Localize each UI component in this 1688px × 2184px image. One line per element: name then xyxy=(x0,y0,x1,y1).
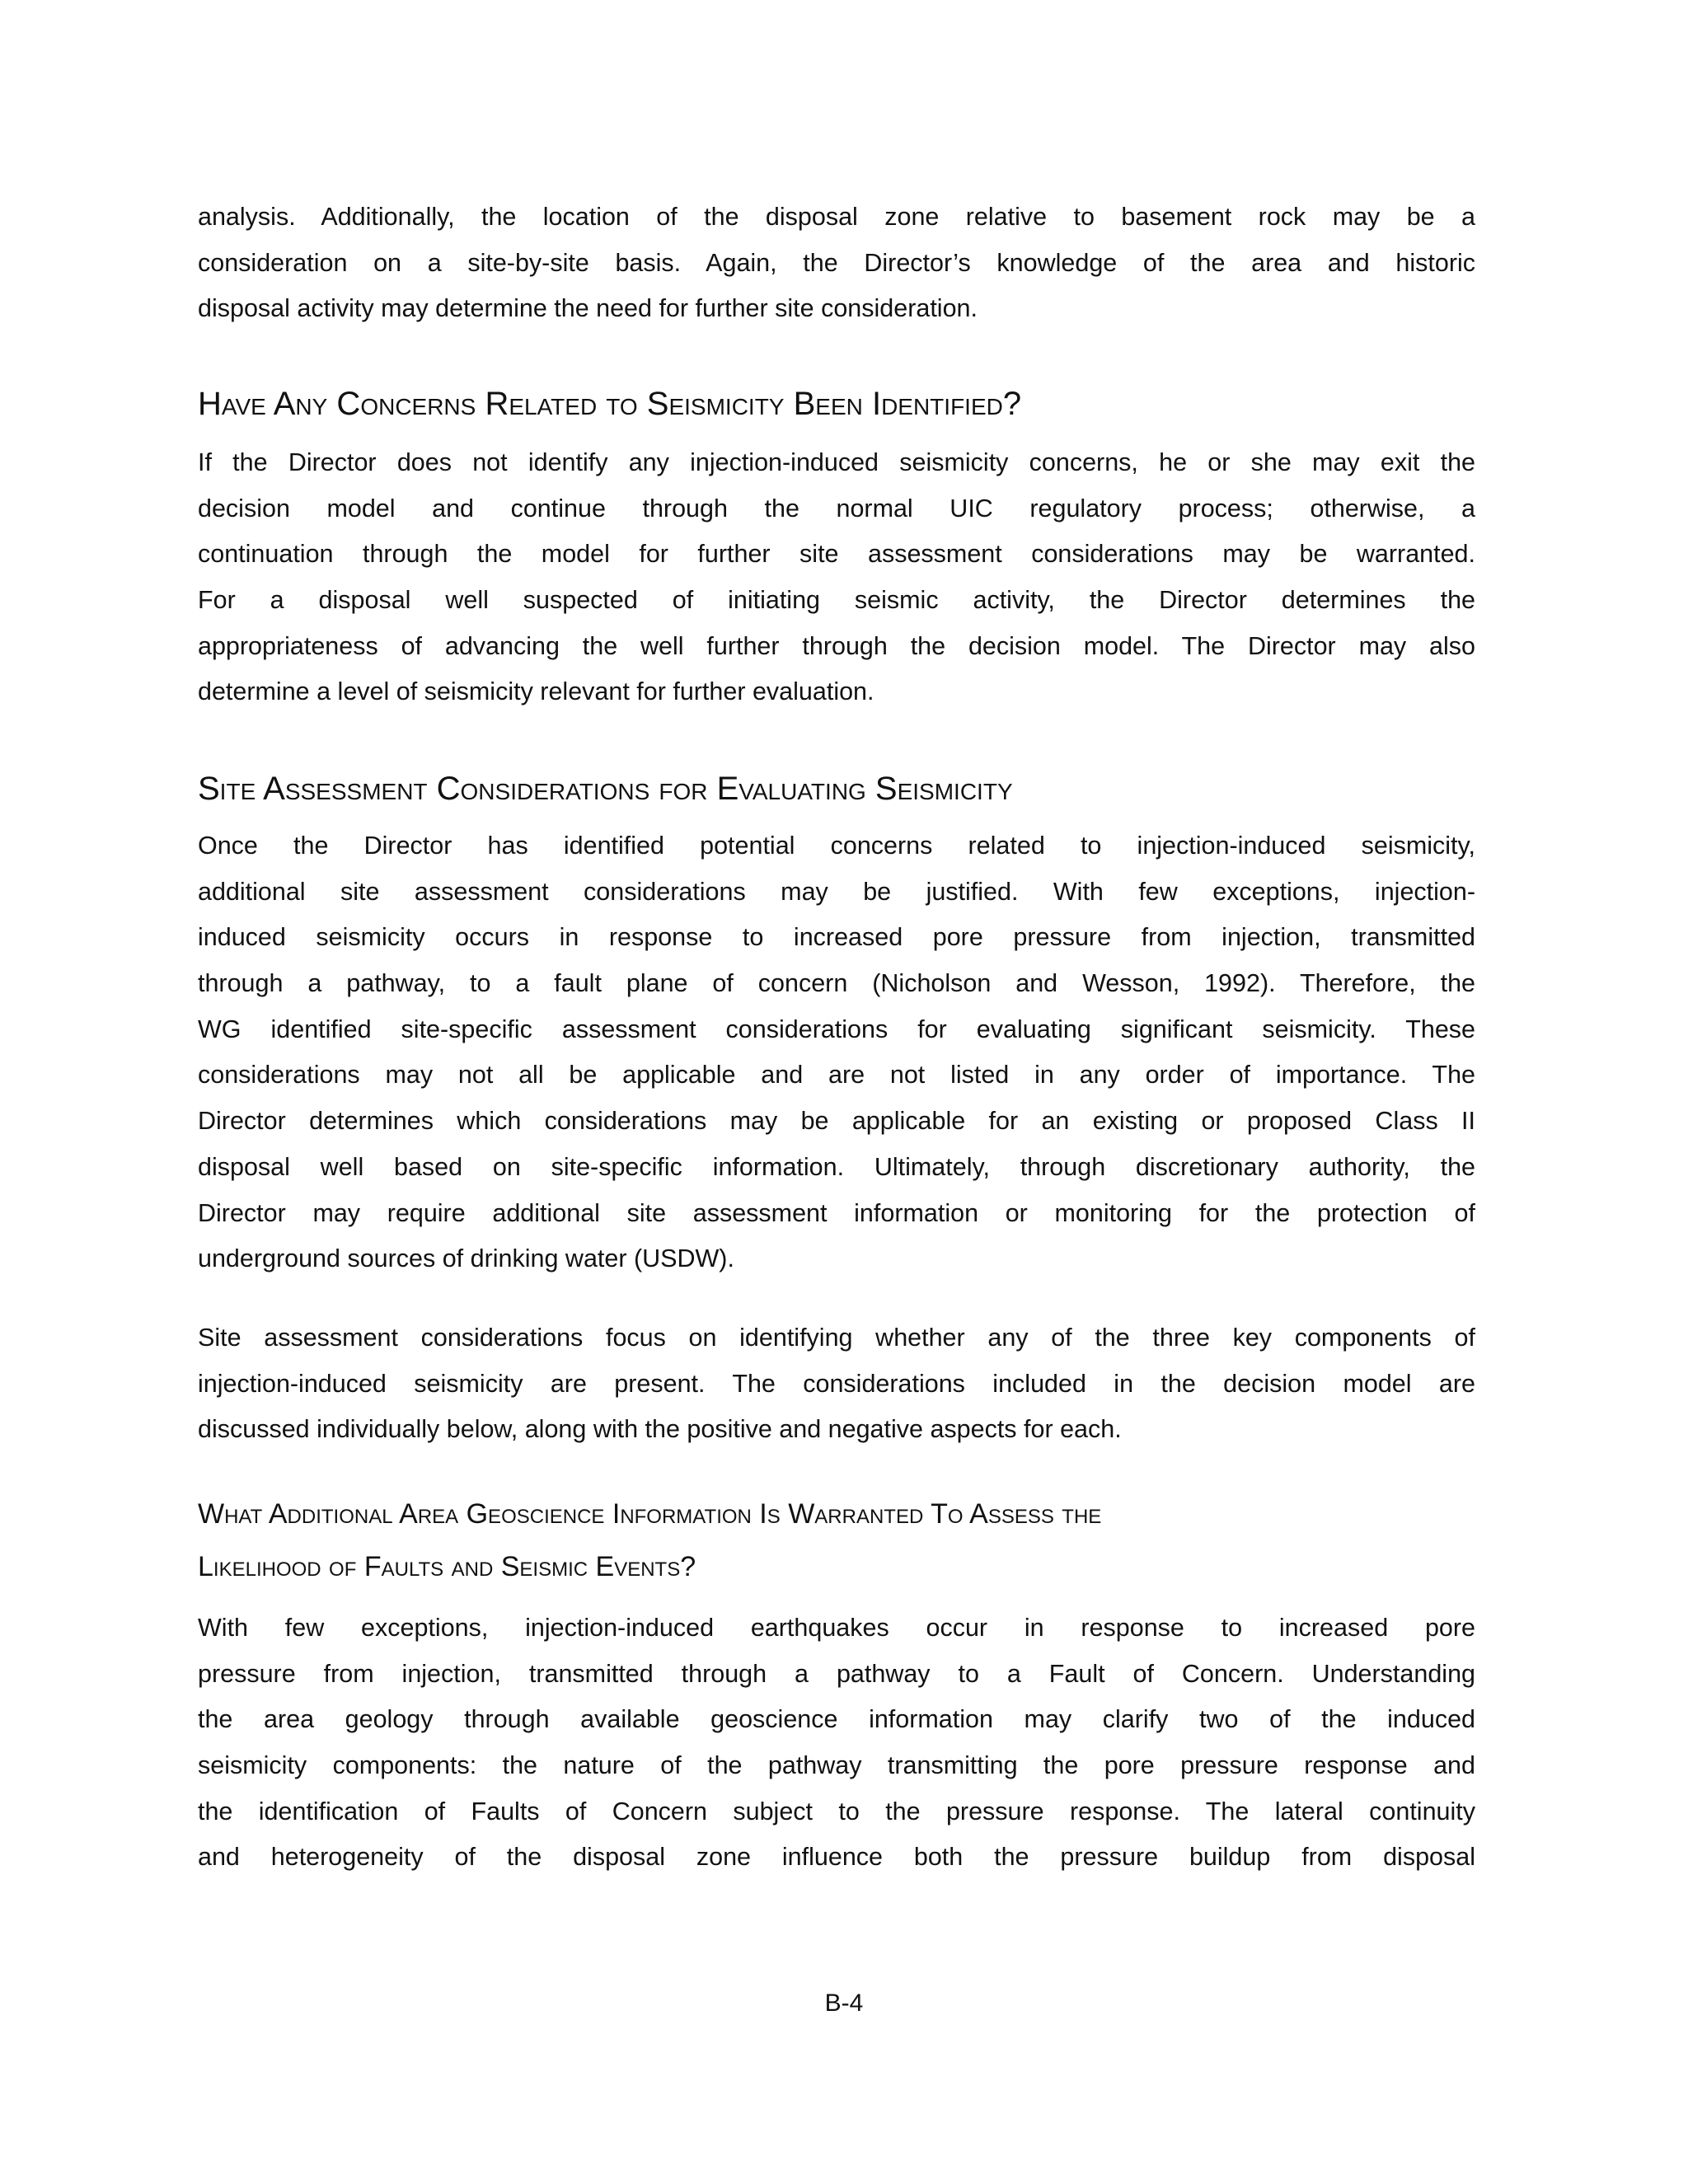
paragraph-3 xyxy=(198,823,1475,1282)
paragraph-4 xyxy=(198,1315,1475,1453)
paragraph-5 xyxy=(198,1605,1475,1881)
text-line: and heterogeneity of the disposal zone influence both the pressure buildup from disposal xyxy=(198,1843,1475,1872)
section-heading: Site Assessment Considerations for Evaluating Seismicity xyxy=(198,771,1013,807)
text-line: injection-induced seismicity are present. The considerations included in the decision model are xyxy=(198,1369,1475,1398)
text-line: analysis. Additionally, the location of the disposal zone relative to basement rock may be a xyxy=(198,203,1475,231)
text-line: disposal activity may determine the need for further site consideration. xyxy=(198,294,978,323)
text-line: discussed individually below, along with the positive and negative aspects for each. xyxy=(198,1415,1122,1444)
text-line: Once the Director has identified potential concerns related to injection-induced seismicity, xyxy=(198,832,1475,860)
text-line: disposal well based on site-specific information. Ultimately, through discretionary authority, the xyxy=(198,1152,1475,1181)
text-line: Director may require additional site assessment information or monitoring for the protection of xyxy=(198,1198,1475,1227)
text-line: the identification of Faults of Concern subject to the pressure response. The lateral continuity xyxy=(198,1797,1475,1825)
text-line: seismicity components: the nature of the pathway transmitting the pore pressure response and xyxy=(198,1751,1475,1780)
text-line: Director determines which considerations may be applicable for an existing or proposed Class II xyxy=(198,1107,1475,1136)
text-line: determine a level of seismicity relevant for further evaluation. xyxy=(198,677,874,706)
text-line: If the Director does not identify any injection-induced seismicity concerns, he or she may exit the xyxy=(198,448,1475,476)
text-line: through a pathway, to a fault plane of concern (Nicholson and Wesson, 1992). Therefore, the xyxy=(198,969,1475,998)
text-line: WG identified site-specific assessment considerations for evaluating significant seismicity. These xyxy=(198,1015,1475,1043)
text-line: consideration on a site-by-site basis. Again, the Director’s knowledge of the area and historic xyxy=(198,248,1475,277)
section-heading: Have Any Concerns Related to Seismicity Been Identified? xyxy=(198,386,1022,422)
text-line: underground sources of drinking water (USDW). xyxy=(198,1244,734,1273)
subsection-heading xyxy=(198,1488,1475,1593)
heading-line: What Additional Area Geoscience Information Is Warranted To Assess the xyxy=(198,1498,1102,1530)
heading-line: Likelihood of Faults and Seismic Events? xyxy=(198,1551,696,1582)
text-line: decision model and continue through the normal UIC regulatory process; otherwise, a xyxy=(198,494,1475,523)
text-line: pressure from injection, transmitted through a pathway to a Fault of Concern. Understanding xyxy=(198,1659,1475,1688)
text-line: considerations may not all be applicable and are not listed in any order of importance. The xyxy=(198,1061,1475,1090)
text-line: additional site assessment considerations may be justified. With few exceptions, injection- xyxy=(198,877,1475,906)
text-line: the area geology through available geoscience information may clarify two of the induced xyxy=(198,1705,1475,1734)
text-line: For a disposal well suspected of initiating seismic activity, the Director determines the xyxy=(198,586,1475,615)
page-number: B-4 xyxy=(824,1990,864,2017)
text-line: With few exceptions, injection-induced earthquakes occur in response to increased pore xyxy=(198,1614,1475,1642)
text-line: appropriateness of advancing the well further through the decision model. The Director may also xyxy=(198,631,1475,660)
paragraph-1 xyxy=(198,194,1475,332)
text-line: induced seismicity occurs in response to increased pore pressure from injection, transmitted xyxy=(198,923,1475,952)
text-line: Site assessment considerations focus on identifying whether any of the three key components of xyxy=(198,1324,1475,1352)
paragraph-2 xyxy=(198,440,1475,715)
text-line: continuation through the model for further site assessment considerations may be warranted. xyxy=(198,540,1475,569)
